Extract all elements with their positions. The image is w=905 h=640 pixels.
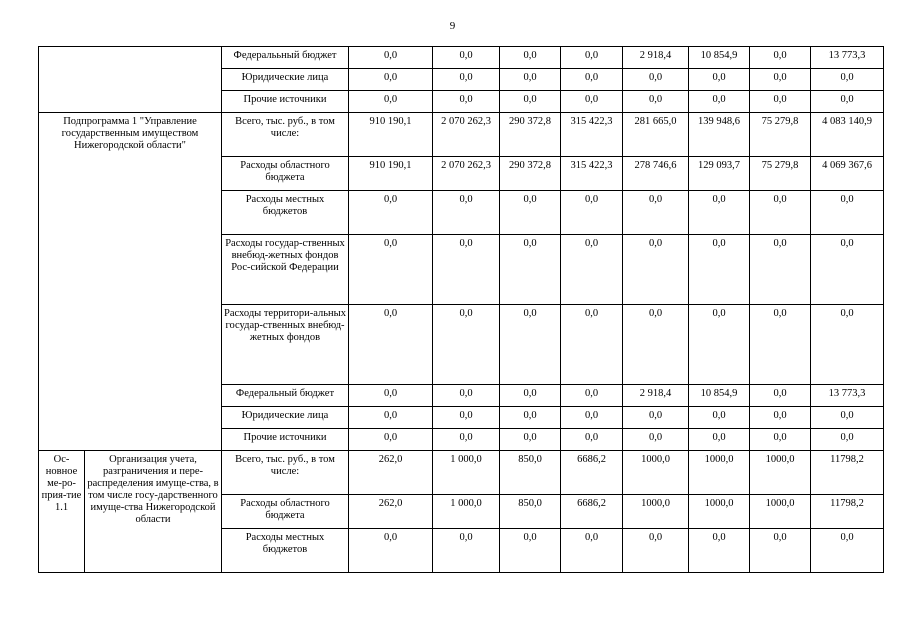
value-cell: 0,0 [811, 429, 884, 451]
value-cell: 0,0 [500, 429, 561, 451]
value-cell: 0,0 [433, 191, 500, 235]
value-cell: 0,0 [811, 91, 884, 113]
value-cell: 850,0 [500, 495, 561, 529]
value-cell: 0,0 [433, 69, 500, 91]
value-cell: 0,0 [689, 91, 750, 113]
value-cell: 0,0 [561, 385, 623, 407]
value-cell: 0,0 [750, 305, 811, 385]
funding-source-cell: Расходы местных бюджетов [222, 529, 349, 573]
funding-source-cell: Расходы областного бюджета [222, 157, 349, 191]
value-cell: 0,0 [500, 91, 561, 113]
value-cell: 0,0 [500, 47, 561, 69]
value-cell: 0,0 [561, 529, 623, 573]
value-cell: 4 083 140,9 [811, 113, 884, 157]
value-cell: 0,0 [689, 305, 750, 385]
value-cell: 2 070 262,3 [433, 113, 500, 157]
value-cell: 290 372,8 [500, 113, 561, 157]
value-cell: 0,0 [689, 407, 750, 429]
value-cell: 6686,2 [561, 495, 623, 529]
value-cell: 910 190,1 [349, 113, 433, 157]
funding-source-cell: Расходы областного бюджета [222, 495, 349, 529]
value-cell: 1 000,0 [433, 451, 500, 495]
value-cell: 0,0 [623, 429, 689, 451]
value-cell: 850,0 [500, 451, 561, 495]
value-cell: 0,0 [689, 429, 750, 451]
value-cell: 0,0 [349, 47, 433, 69]
table-row [39, 451, 884, 495]
value-cell: 0,0 [349, 529, 433, 573]
value-cell: 10 854,9 [689, 47, 750, 69]
value-cell: 0,0 [561, 69, 623, 91]
value-cell: 0,0 [349, 305, 433, 385]
value-cell: 13 773,3 [811, 385, 884, 407]
value-cell: 0,0 [811, 529, 884, 573]
value-cell: 0,0 [500, 529, 561, 573]
value-cell: 0,0 [623, 529, 689, 573]
value-cell: 0,0 [561, 235, 623, 305]
funding-source-cell: Расходы территори-альных государ-ственных внебюд-жетных фондов [222, 305, 349, 385]
value-cell: 129 093,7 [689, 157, 750, 191]
value-cell: 0,0 [433, 91, 500, 113]
value-cell: 0,0 [349, 385, 433, 407]
value-cell: 281 665,0 [623, 113, 689, 157]
value-cell: 0,0 [750, 69, 811, 91]
activity-title: Организация учета, разграничения и пере-распределения имуще-ства, в том числе госу-дарственного имуще-ства Нижегородской области [85, 451, 222, 573]
funding-source-cell: Расходы местных бюджетов [222, 191, 349, 235]
activity-label: Ос-новное ме-ро-прия-тие 1.1 [39, 451, 85, 573]
value-cell: 0,0 [689, 191, 750, 235]
value-cell: 1 000,0 [433, 495, 500, 529]
value-cell: 0,0 [433, 235, 500, 305]
value-cell: 262,0 [349, 451, 433, 495]
value-cell: 0,0 [433, 407, 500, 429]
value-cell: 0,0 [561, 91, 623, 113]
value-cell: 0,0 [500, 407, 561, 429]
value-cell: 2 918,4 [623, 385, 689, 407]
funding-source-cell: Федеральный бюджет [222, 385, 349, 407]
value-cell: 910 190,1 [349, 157, 433, 191]
value-cell: 0,0 [750, 407, 811, 429]
value-cell: 75 279,8 [750, 157, 811, 191]
funding-source-cell: Расходы государ-ственных внебюд-жетных фондов Рос-сийской Федерации [222, 235, 349, 305]
funding-source-cell: Всего, тыс. руб., в том числе: [222, 113, 349, 157]
value-cell: 0,0 [689, 235, 750, 305]
value-cell: 0,0 [623, 305, 689, 385]
budget-table [38, 46, 884, 573]
value-cell: 0,0 [433, 385, 500, 407]
value-cell: 262,0 [349, 495, 433, 529]
value-cell: 315 422,3 [561, 113, 623, 157]
value-cell: 0,0 [750, 235, 811, 305]
value-cell: 75 279,8 [750, 113, 811, 157]
value-cell: 0,0 [349, 69, 433, 91]
page-number: 9 [449, 20, 456, 32]
value-cell: 0,0 [750, 429, 811, 451]
value-cell: 0,0 [500, 235, 561, 305]
value-cell: 139 948,6 [689, 113, 750, 157]
value-cell: 278 746,6 [623, 157, 689, 191]
value-cell: 11798,2 [811, 451, 884, 495]
value-cell: 0,0 [433, 47, 500, 69]
funding-source-cell: Всего, тыс. руб., в том числе: [222, 451, 349, 495]
value-cell: 0,0 [750, 91, 811, 113]
value-cell: 0,0 [750, 47, 811, 69]
value-cell: 0,0 [433, 305, 500, 385]
value-cell: 0,0 [689, 529, 750, 573]
value-cell: 6686,2 [561, 451, 623, 495]
value-cell: 0,0 [561, 429, 623, 451]
value-cell: 0,0 [811, 305, 884, 385]
funding-source-cell: Федералььный бюджет [222, 47, 349, 69]
value-cell: 0,0 [500, 385, 561, 407]
value-cell: 1000,0 [750, 451, 811, 495]
value-cell: 0,0 [561, 407, 623, 429]
value-cell: 1000,0 [750, 495, 811, 529]
table-row [39, 47, 884, 69]
value-cell: 0,0 [349, 91, 433, 113]
value-cell: 10 854,9 [689, 385, 750, 407]
value-cell: 0,0 [349, 407, 433, 429]
subprogram-title: Подпрограмма 1 "Управление государственным имуществом Нижегородской области" [39, 113, 222, 451]
value-cell: 1000,0 [623, 451, 689, 495]
value-cell: 2 070 262,3 [433, 157, 500, 191]
value-cell: 11798,2 [811, 495, 884, 529]
value-cell: 1000,0 [623, 495, 689, 529]
value-cell: 0,0 [500, 191, 561, 235]
value-cell: 0,0 [811, 69, 884, 91]
value-cell: 0,0 [433, 529, 500, 573]
value-cell: 13 773,3 [811, 47, 884, 69]
value-cell: 2 918,4 [623, 47, 689, 69]
value-cell: 0,0 [500, 305, 561, 385]
value-cell: 0,0 [623, 91, 689, 113]
funding-source-cell: Прочие источники [222, 429, 349, 451]
value-cell: 0,0 [623, 191, 689, 235]
value-cell: 1000,0 [689, 495, 750, 529]
value-cell: 0,0 [623, 235, 689, 305]
value-cell: 0,0 [349, 235, 433, 305]
value-cell: 0,0 [349, 429, 433, 451]
value-cell: 0,0 [811, 191, 884, 235]
value-cell: 0,0 [750, 191, 811, 235]
funding-source-cell: Прочие источники [222, 91, 349, 113]
table-row [39, 113, 884, 157]
value-cell: 0,0 [561, 47, 623, 69]
value-cell: 0,0 [811, 235, 884, 305]
value-cell: 0,0 [811, 407, 884, 429]
value-cell: 0,0 [689, 69, 750, 91]
value-cell: 4 069 367,6 [811, 157, 884, 191]
value-cell: 0,0 [623, 407, 689, 429]
value-cell: 315 422,3 [561, 157, 623, 191]
funding-source-cell: Юридические лица [222, 69, 349, 91]
value-cell: 1000,0 [689, 451, 750, 495]
value-cell: 0,0 [750, 385, 811, 407]
value-cell: 0,0 [561, 191, 623, 235]
funding-source-cell: Юридические лица [222, 407, 349, 429]
value-cell: 0,0 [750, 529, 811, 573]
empty-header-cell [39, 47, 222, 113]
value-cell: 0,0 [561, 305, 623, 385]
value-cell: 0,0 [349, 191, 433, 235]
value-cell: 290 372,8 [500, 157, 561, 191]
value-cell: 0,0 [623, 69, 689, 91]
value-cell: 0,0 [433, 429, 500, 451]
value-cell: 0,0 [500, 69, 561, 91]
